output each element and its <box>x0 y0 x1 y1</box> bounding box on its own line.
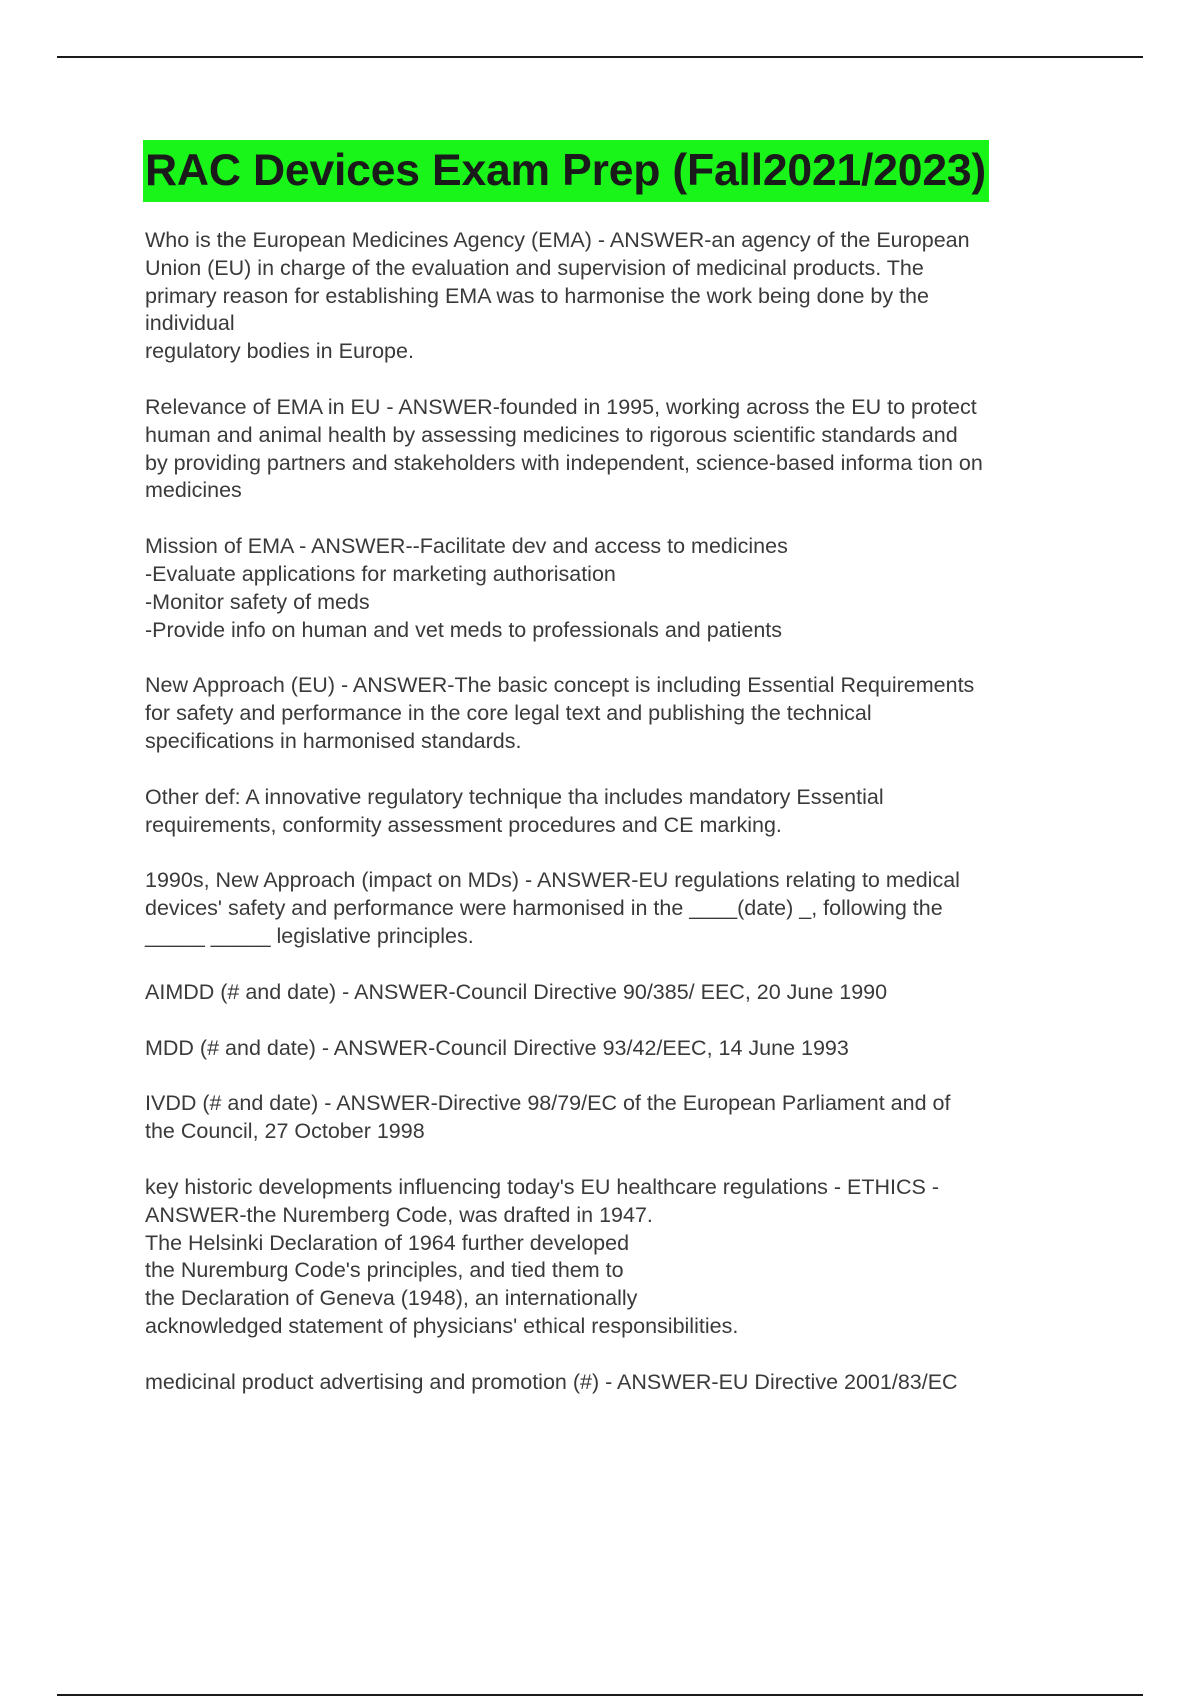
document-title: RAC Devices Exam Prep (Fall2021/2023) <box>143 140 989 202</box>
qa-entry <box>145 672 1090 755</box>
qa-entry-line: key historic developments influencing today's EU healthcare regulations - ETHICS - <box>145 1174 940 1199</box>
qa-entry-line: The Helsinki Declaration of 1964 further developed <box>145 1230 630 1255</box>
qa-entry <box>145 1035 1090 1063</box>
qa-list <box>145 227 1090 1397</box>
qa-entry-line: the Council, 27 October 1998 <box>145 1119 425 1144</box>
header-rule <box>57 56 1143 58</box>
qa-entry-line: MDD (# and date) - ANSWER-Council Directive 93/42/EEC, 14 June 1993 <box>145 1035 849 1060</box>
qa-entry-line: by providing partners and stakeholders with independent, science-based informa tion on <box>145 450 983 475</box>
qa-entry-line: Who is the European Medicines Agency (EMA) - ANSWER-an agency of the European <box>145 228 970 252</box>
qa-entry <box>145 867 1090 950</box>
qa-entry-line: medicinal product advertising and promotion (#) - ANSWER-EU Directive 2001/83/EC <box>145 1369 958 1394</box>
qa-entry-line: devices' safety and performance were harmonised in the ____(date) _, following the <box>145 896 943 921</box>
qa-entry <box>145 1090 1090 1146</box>
qa-entry-line: 1990s, New Approach (impact on MDs) - ANSWER-EU regulations relating to medical <box>145 868 960 893</box>
qa-entry-line: requirements, conformity assessment procedures and CE marking. <box>145 812 782 837</box>
qa-entry-line: _____ _____ legislative principles. <box>145 923 474 948</box>
qa-entry-line: the Declaration of Geneva (1948), an internationally <box>145 1286 638 1311</box>
qa-entry-line: Relevance of EMA in EU - ANSWER-founded in 1995, working across the EU to protect <box>145 394 977 419</box>
qa-entry <box>145 1369 1090 1397</box>
qa-entry-line: acknowledged statement of physicians' ethical responsibilities. <box>145 1313 739 1338</box>
qa-entry <box>145 533 1090 644</box>
qa-entry <box>145 784 1090 840</box>
qa-entry-line: -Provide info on human and vet meds to professionals and patients <box>145 617 783 642</box>
qa-entry-line: AIMDD (# and date) - ANSWER-Council Directive 90/385/ EEC, 20 June 1990 <box>145 979 888 1004</box>
qa-entry <box>145 1174 1090 1341</box>
qa-entry-line: Union (EU) in charge of the evaluation and supervision of medicinal products. The <box>145 255 924 280</box>
qa-entry-line: IVDD (# and date) - ANSWER-Directive 98/79/EC of the European Parliament and of <box>145 1091 951 1116</box>
qa-entry-line: New Approach (EU) - ANSWER-The basic concept is including Essential Requirements <box>145 673 975 698</box>
qa-entry-line: for safety and performance in the core legal text and publishing the technical <box>145 701 872 726</box>
qa-entry <box>145 394 1090 505</box>
footer-rule <box>57 1694 1143 1696</box>
qa-entry-line: the Nuremburg Code's principles, and tied them to <box>145 1258 624 1283</box>
qa-entry-line: primary reason for establishing EMA was to harmonise the work being done by the <box>145 283 929 308</box>
qa-entry-line: ANSWER-the Nuremberg Code, was drafted in 1947. <box>145 1202 653 1227</box>
qa-entry-line: human and animal health by assessing medicines to rigorous scientific standards and <box>145 422 958 447</box>
qa-entry <box>145 227 1090 366</box>
qa-entry-line: medicines <box>145 478 242 503</box>
qa-entry-line: -Evaluate applications for marketing authorisation <box>145 561 616 586</box>
qa-entry-line: regulatory bodies in Europe. <box>145 339 414 364</box>
qa-entry <box>145 979 1090 1007</box>
qa-entry-line: Mission of EMA - ANSWER--Facilitate dev and access to medicines <box>145 534 788 559</box>
qa-entry-line: individual <box>145 311 235 336</box>
document-body <box>145 140 1090 1425</box>
qa-entry-line: specifications in harmonised standards. <box>145 728 522 753</box>
qa-entry-line: Other def: A innovative regulatory technique tha includes mandatory Essential <box>145 784 884 809</box>
qa-entry-line: -Monitor safety of meds <box>145 589 370 614</box>
